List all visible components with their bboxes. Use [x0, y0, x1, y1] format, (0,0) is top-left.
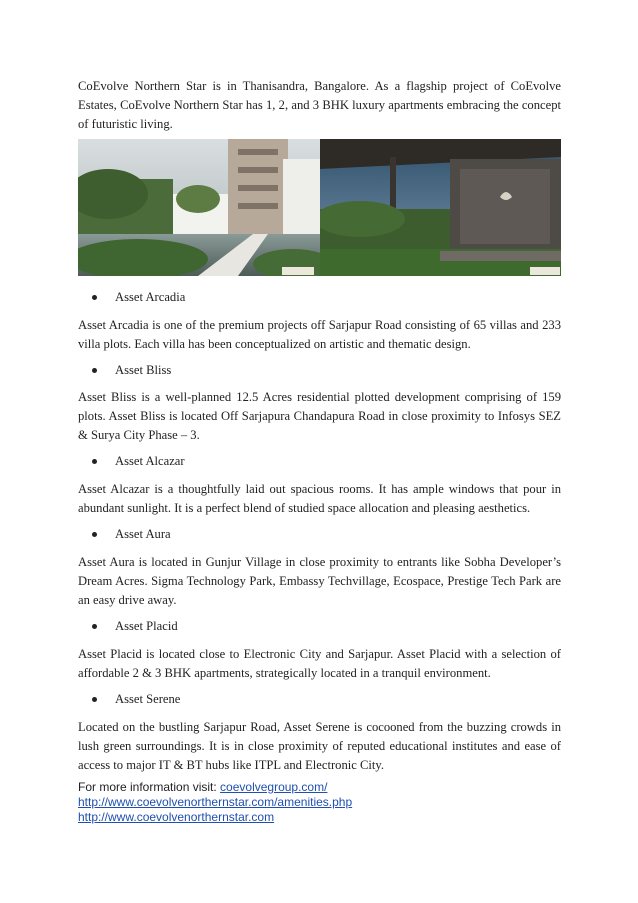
footer-line [78, 780, 561, 795]
bullet-dot-icon [92, 459, 97, 464]
landscape-photo-icon [78, 139, 320, 276]
section-body: Asset Aura is located in Gunjur Village in close proximity to entrants like Sobha Developer’s Dream Acres. Sigma Technology Park, Embassy Techvillage, Ecospace, Prestige Tech Park are an easy drive away. [78, 555, 561, 607]
footer [78, 780, 561, 825]
section-heading: Asset Placid [115, 619, 178, 633]
section-heading: Asset Arcadia [115, 290, 186, 304]
section-body: Located on the bustling Sarjapur Road, Asset Serene is cocooned from the buzzing crowds in lush green surroundings. It is in close proximity of reputed educational institutes and ease of access to major IT & BT hubs like ITPL and Electronic City. [78, 720, 561, 772]
bullet-dot-icon [92, 624, 97, 629]
footer-link-homepage[interactable]: http://www.coevolvenorthernstar.com [78, 810, 275, 824]
footer-label: For more information visit: [78, 780, 221, 794]
footer-line [78, 810, 561, 825]
footer-link-coevolvegroup[interactable]: coevolvegroup.com/ [220, 780, 328, 794]
bullet-dot-icon [92, 295, 97, 300]
terrace-photo-icon [320, 139, 561, 276]
footer-link-amenities[interactable]: http://www.coevolvenorthernstar.com/amenities.php [78, 795, 353, 809]
bullet-item [92, 288, 185, 307]
section-body: Asset Arcadia is one of the premium projects off Sarjapur Road consisting of 65 villas and 233 villa plots. Each villa has been conceptualized on artistic and thematic design. [78, 318, 561, 351]
section-heading: Asset Serene [115, 692, 181, 706]
section-heading: Asset Aura [115, 527, 171, 541]
intro-paragraph: CoEvolve Northern Star is in Thanisandra, Bangalore. As a flagship project of CoEvolve Estates, CoEvolve Northern Star has 1, 2, and 3 BHK luxury apartments embracing the concept of futuristic living. [78, 79, 561, 131]
section-heading: Asset Alcazar [115, 454, 185, 468]
bullet-item [92, 690, 180, 709]
bullet-item [92, 525, 171, 544]
bullet-item [92, 617, 178, 636]
project-photos [78, 139, 561, 276]
section-heading: Asset Bliss [115, 363, 172, 377]
section-body: Asset Bliss is a well-planned 12.5 Acres residential plotted development comprising of 159 plots. Asset Bliss is located Off Sarjapura Chandapura Road in close proximity to Infosys SEZ & Surya City Phase – 3. [78, 390, 561, 442]
section-body: Asset Alcazar is a thoughtfully laid out spacious rooms. It has ample windows that pour in abundant sunlight. It is a perfect blend of studied space allocation and pleasing aesthetics. [78, 482, 561, 515]
bullet-dot-icon [92, 532, 97, 537]
bullet-dot-icon [92, 368, 97, 373]
section-body: Asset Placid is located close to Electronic City and Sarjapur. Asset Placid with a selection of affordable 2 & 3 BHK apartments, strategically located in a tranquil environment. [78, 647, 561, 680]
footer-line [78, 795, 561, 810]
bullet-item [92, 452, 185, 471]
bullet-item [92, 361, 171, 380]
bullet-dot-icon [92, 697, 97, 702]
